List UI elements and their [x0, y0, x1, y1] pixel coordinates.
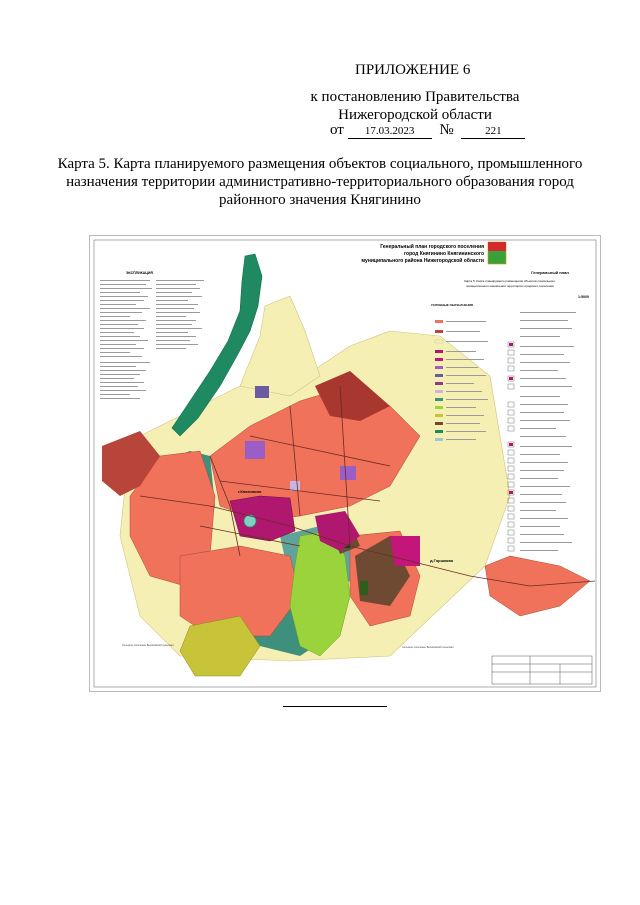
date-number-line: [330, 122, 525, 139]
resolution-block: [300, 88, 530, 124]
violet-block-2: [340, 466, 356, 480]
caption-line-2: назначения территории административно-территориального образования город: [66, 174, 574, 190]
map-drawing: [90, 236, 600, 691]
map-scale: 1:5000: [578, 295, 589, 299]
violet-block-1: [245, 441, 265, 459]
resolution-date: 17.03.2023: [348, 125, 432, 139]
map-title-2: город Княгинино Княгининского: [404, 251, 484, 257]
label-settlement-sw: Сельское поселение Великовский сельсовет: [122, 644, 174, 647]
residential-east: [485, 556, 590, 616]
map-title-block: [361, 242, 589, 299]
caption-line-3: районного значения Княгинино: [219, 192, 421, 208]
map-title-1: Генеральный план городского поселения: [380, 244, 484, 250]
legend-title: УСЛОВНЫЕ ОБОЗНАЧЕНИЯ: [431, 303, 473, 307]
map-caption: [50, 155, 590, 209]
resolution-number: 221: [461, 125, 525, 139]
general-plan-label: Генеральный план: [531, 270, 569, 275]
explication-block: [100, 271, 204, 399]
explication-title: ЭКСПЛИКАЦИЯ: [126, 271, 153, 275]
bottom-rule: [283, 706, 387, 707]
general-plan-map: [89, 235, 601, 692]
appendix-title: ПРИЛОЖЕНИЕ 6: [355, 62, 471, 78]
resolution-line-2: Нижегородской области: [338, 107, 492, 123]
resolution-line-1: к постановлению Правительства: [310, 89, 520, 105]
map-subtitle-2: промышленного назначения территории городского поселения: [466, 284, 554, 288]
label-kniaginino: г.Княгинино: [238, 489, 262, 494]
label-settlement-se: Сельское поселение Великовский сельсовет: [402, 646, 454, 649]
label-gorshkovo: д.Горшково: [430, 558, 454, 563]
map-subtitle-1: Карта 5. Карта планируемого размещения объектов социального,: [464, 279, 556, 283]
caption-line-1: Карта 5. Карта планируемого размещения объектов социального, промышленного: [57, 156, 583, 172]
map-title-3: муниципального района Нижегородской области: [361, 258, 484, 264]
from-label: от: [330, 122, 344, 138]
number-sign: №: [439, 122, 454, 138]
stamp-table: [492, 656, 592, 684]
